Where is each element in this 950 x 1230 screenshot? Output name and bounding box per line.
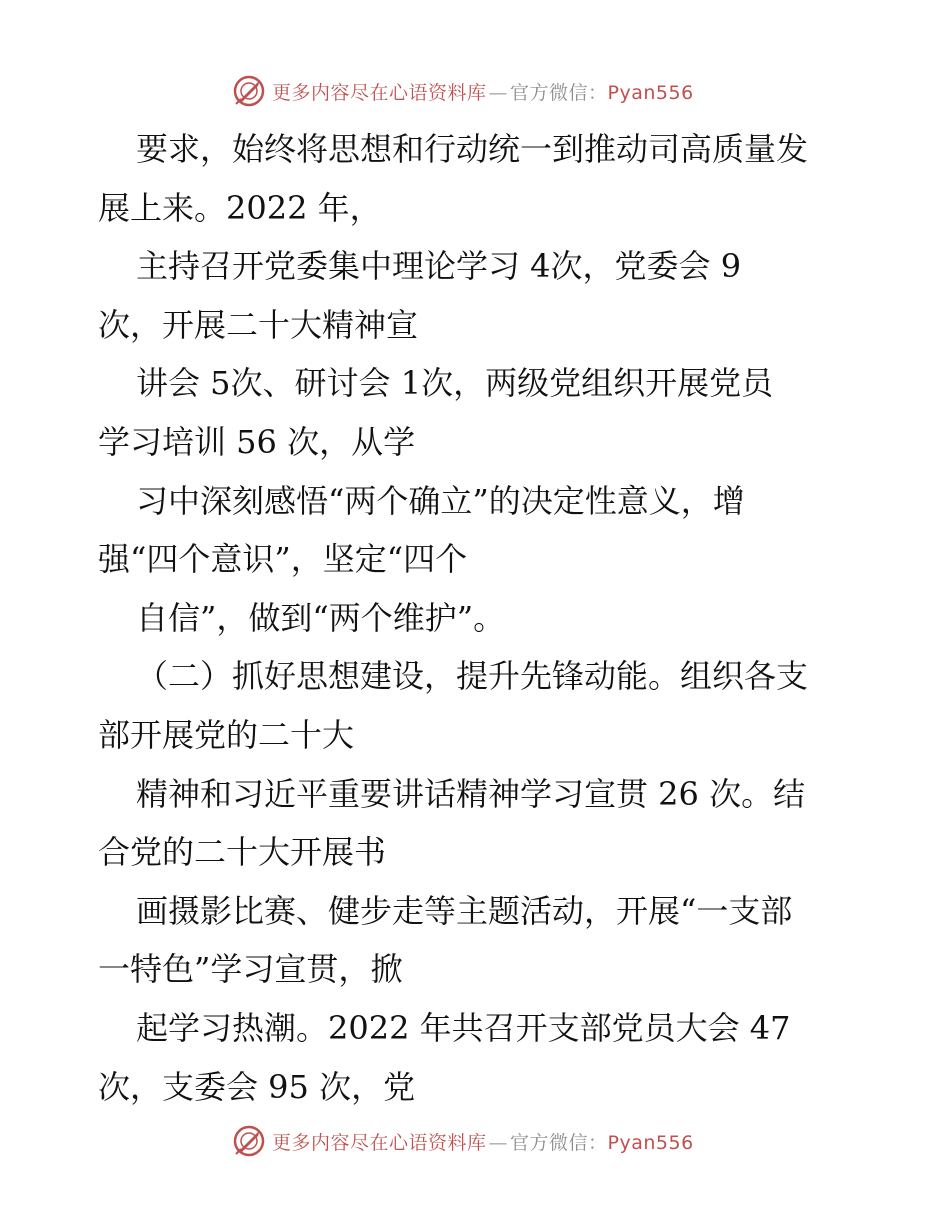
text-line: 习中深刻感悟“两个确立”的决定性意义，增 xyxy=(136,481,745,520)
text-line: 自信”，做到“两个维护”。 xyxy=(136,598,506,637)
watermark-text xyxy=(272,1128,694,1155)
text-line: 主持召开党委集中理论学习 4次，党委会 9 xyxy=(136,247,742,286)
watermark-id: Pyan556 xyxy=(607,1131,694,1154)
text-line: 起学习热潮。2022 年共召开支部党员大会 47 xyxy=(136,1008,791,1047)
pen-logo-icon xyxy=(232,1124,266,1158)
text-line: 画摄影比赛、健步走等主题活动，开展“一支部 xyxy=(136,891,793,930)
text-line: 次，开展二十大精神宣 xyxy=(98,305,419,344)
watermark-sub: 官方微信： xyxy=(510,81,608,104)
footer-watermark xyxy=(232,1121,694,1161)
watermark-dash: — xyxy=(488,1131,509,1154)
body-text xyxy=(98,120,878,1116)
watermark-id: Pyan556 xyxy=(607,81,694,104)
text-line: 部开展党的二十大 xyxy=(98,715,355,754)
watermark-main: 更多内容尽在心语资料库 xyxy=(272,81,487,104)
header-watermark xyxy=(232,71,694,111)
text-line: 学习培训 56 次，从学 xyxy=(98,422,416,461)
text-line: 强“四个意识”，坚定“四个 xyxy=(98,540,468,579)
text-line: 讲会 5次、研讨会 1次，两级党组织开展党员 xyxy=(136,364,774,403)
watermark-dash: — xyxy=(488,81,509,104)
text-line: 次，支委会 95 次，党 xyxy=(98,1067,416,1106)
watermark-sub: 官方微信： xyxy=(510,1131,608,1154)
text-line: 要求，始终将思想和行动统一到推动司高质量发 xyxy=(136,130,809,168)
text-line: 一特色”学习宣贯，掀 xyxy=(98,950,403,989)
text-line: 展上来。2022 年， xyxy=(98,188,382,227)
watermark-text xyxy=(272,78,694,105)
watermark-main: 更多内容尽在心语资料库 xyxy=(272,1131,487,1154)
text-line: 合党的二十大开展书 xyxy=(98,833,387,872)
text-line: 精神和习近平重要讲话精神学习宣贯 26 次。结 xyxy=(136,774,806,813)
text-line: （二）抓好思想建设，提升先锋动能。组织各支 xyxy=(136,657,809,696)
pen-logo-icon xyxy=(232,74,266,108)
